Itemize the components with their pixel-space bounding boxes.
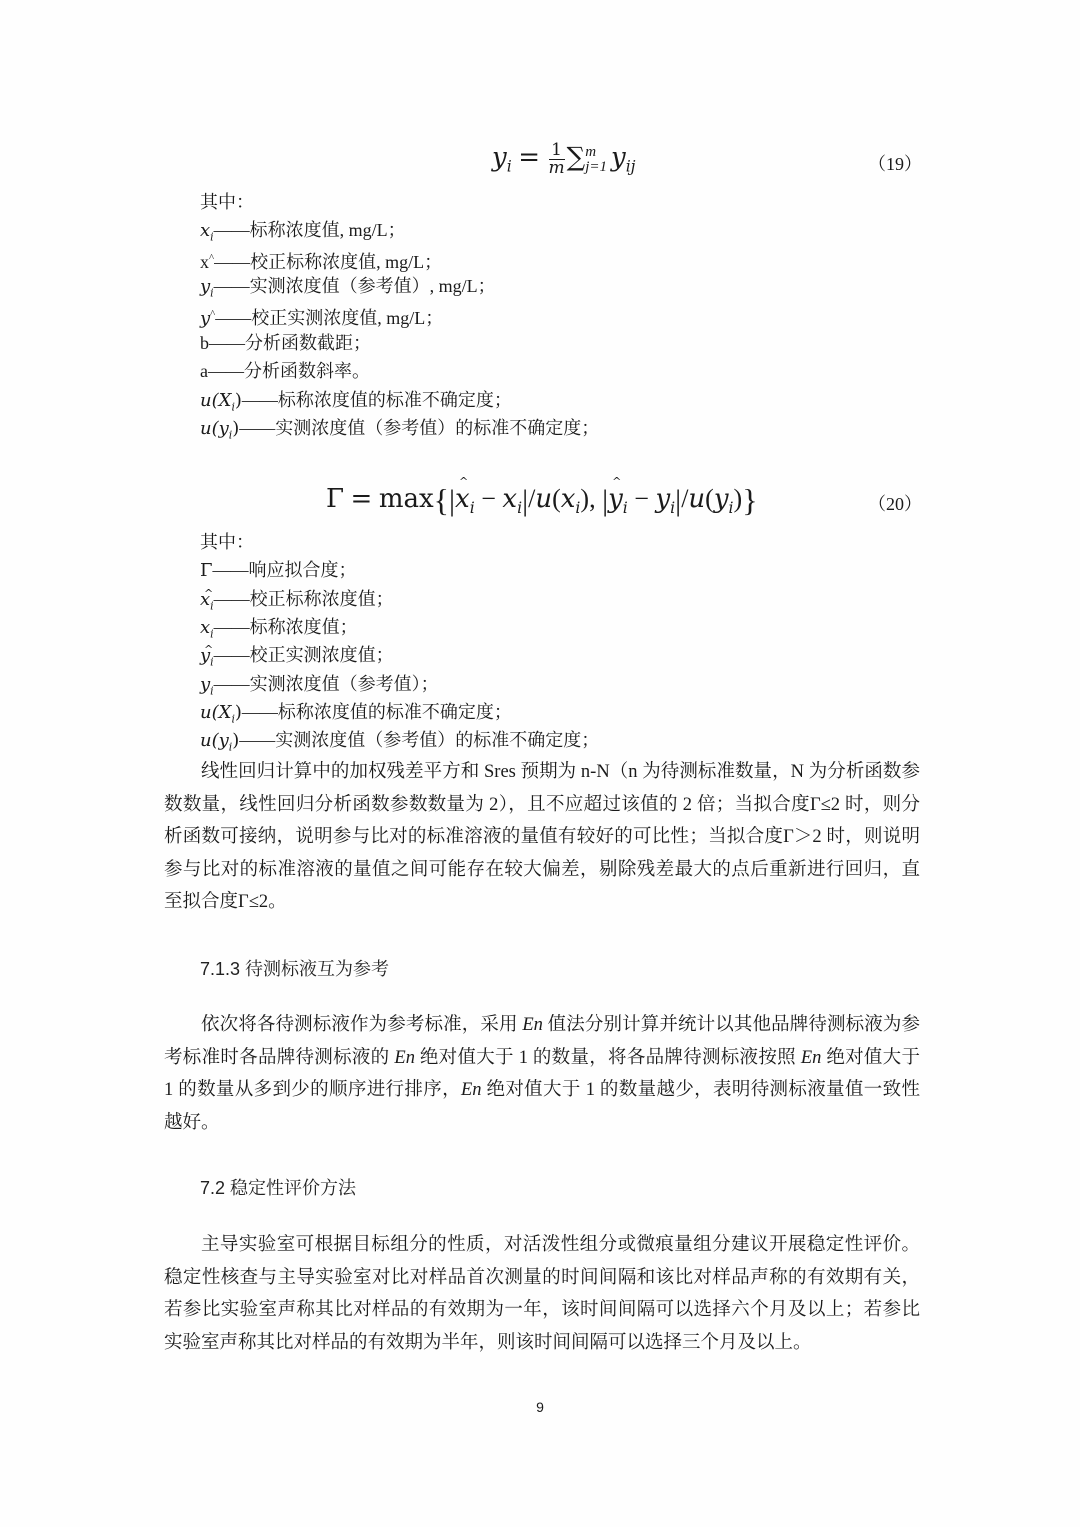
eq20-func: max bbox=[378, 484, 434, 514]
def-symbol-sub: i bbox=[210, 684, 214, 698]
def-symbol-tail: ) bbox=[234, 702, 242, 723]
def-description: ——校正实测浓度值； bbox=[213, 645, 394, 665]
def-symbol: ^ y bbox=[200, 645, 210, 666]
en-term: En bbox=[460, 1080, 482, 1100]
equation-number-20: （20） bbox=[868, 494, 922, 514]
def-symbol-sub: i bbox=[231, 400, 235, 414]
def-symbol-tail: ) bbox=[232, 418, 240, 439]
def-description: ——标称浓度值的标准不确定度； bbox=[241, 702, 512, 722]
en-term: En bbox=[800, 1047, 822, 1068]
def-symbol-sub: i bbox=[228, 740, 233, 754]
def-description: ——分析函数斜率。 bbox=[208, 361, 370, 381]
def-symbol-sub: i bbox=[210, 655, 214, 669]
def-symbol-sub: i bbox=[231, 712, 235, 726]
def-description: ——实测浓度值（参考值）的标准不确定度； bbox=[239, 730, 600, 750]
def-description: ——分析函数截距； bbox=[209, 333, 371, 353]
def-symbol: y bbox=[200, 276, 211, 297]
defs2-intro: 其中： bbox=[200, 532, 254, 552]
eq19-frac-den: m bbox=[548, 158, 565, 178]
eq20-equals: = bbox=[350, 484, 373, 514]
def-symbol: y bbox=[200, 308, 211, 329]
text-run: 绝对值大于 1 的数量越少，表明待测标液量值一致性越好。 bbox=[164, 1080, 920, 1133]
eq19-lhs-sub: i bbox=[506, 157, 512, 176]
text-run: 绝对值大于 1 的数量，将各品牌待测标液按照 bbox=[414, 1047, 801, 1068]
def-symbol: u(X bbox=[200, 390, 232, 411]
def-symbol: u(y bbox=[200, 730, 229, 751]
en-term: En bbox=[394, 1047, 415, 1068]
def-item bbox=[200, 329, 371, 357]
equation-19 bbox=[492, 142, 636, 177]
def-description: ——实测浓度值（参考值）； bbox=[213, 674, 439, 694]
def-description: ——校正标称浓度值, mg/L； bbox=[214, 252, 443, 272]
def-symbol: x bbox=[200, 220, 211, 241]
eq19-lhs: y bbox=[492, 142, 507, 173]
def-symbol: ^ x bbox=[200, 589, 210, 610]
text-run: 绝对值大于 1 的数量从多到少的顺序进行排序， bbox=[164, 1047, 920, 1100]
def-description: ——响应拟合度； bbox=[212, 560, 357, 580]
eq19-sum-lower: j=1 bbox=[585, 158, 607, 175]
def-symbol: x bbox=[200, 252, 209, 272]
defs1-intro: 其中： bbox=[200, 192, 254, 212]
def-item bbox=[200, 357, 370, 385]
def-symbol: a bbox=[200, 361, 208, 381]
eq19-fraction bbox=[549, 142, 565, 177]
abs-bar-icon: | bbox=[449, 484, 456, 517]
def-symbol-tail: ) bbox=[232, 730, 240, 751]
def-item bbox=[200, 556, 357, 585]
equation-20: Γ = max{|^ $x_i - x_i|/u(x_i)$, |^ $y_i - y_i|/u(y_i)$} bbox=[326, 482, 758, 519]
def-description: ——校正实测浓度值, mg/L； bbox=[215, 308, 444, 328]
section-heading-7-1-3: 7.1.3 待测标液互为参考 bbox=[200, 959, 390, 979]
def-symbol: u(X bbox=[200, 702, 232, 723]
def-symbol: u(y bbox=[200, 418, 229, 439]
paragraph-7-2: 主导实验室可根据目标组分的性质，对活泼性组分或微痕量组分建议开展稳定性评价。稳定性核查与主导实验室对比对样品首次测量的时间间隔和该比对样品声称的有效期有关，若参比实验室声称其比对样品的有效期为一年，该时间间隔可以选择六个月及以上；若参比实验室声称其比对样品的有效期为半年，则该时间间隔可以选择三个月及以上。 bbox=[164, 1235, 920, 1353]
def-description: ——实测浓度值（参考值）的标准不确定度； bbox=[239, 418, 600, 438]
text-run: 值法分别计算并统计以其他品牌待测标液为参考标准时各品牌待测标液的 bbox=[164, 1015, 920, 1068]
def-symbol-sub: i bbox=[228, 428, 233, 442]
left-brace-icon: { bbox=[433, 482, 450, 518]
page-number: 9 bbox=[536, 1399, 544, 1415]
eq19-term-sub: ij bbox=[625, 157, 636, 176]
abs-bar-icon: | bbox=[522, 484, 529, 517]
def-description: ——标称浓度值的标准不确定度； bbox=[241, 390, 512, 410]
def-symbol-tail: ) bbox=[234, 390, 242, 411]
text-run: 依次将各待测标液作为参考标准，采用 bbox=[201, 1015, 523, 1035]
def-symbol-sup: ^ bbox=[209, 252, 215, 264]
def-description: ——标称浓度值； bbox=[213, 617, 358, 637]
def-symbol: y bbox=[200, 674, 211, 695]
def-symbol: b bbox=[200, 333, 209, 353]
eq20-lhs: Γ bbox=[326, 484, 345, 514]
eq19-sum-upper: m bbox=[585, 143, 597, 160]
paragraph-regression: 线性回归计算中的加权残差平方和 Sres 预期为 n-N（n 为待测标准数量，N 为分析函数参数数量，线性回归分析函数参数数量为 2），且不应超过该值的 2 倍；当拟合度Γ≤2 时，则分析函数可接纳，说明参与比对的标准溶液的量值有较好的可比性；当拟合度Γ＞2 时，则说明参与比对的标准溶液的量值之间可能存在较大偏差，剔除残差最大的点后重新进行回归，直至拟合度Γ≤2。 bbox=[164, 762, 920, 912]
def-symbol: x bbox=[200, 617, 211, 638]
eq19-frac-num: 1 bbox=[549, 142, 565, 160]
def-symbol: Γ bbox=[200, 560, 213, 581]
def-item bbox=[200, 414, 599, 450]
def-description: ——校正标称浓度值； bbox=[213, 589, 394, 609]
def-symbol-sup: ^ bbox=[210, 308, 216, 320]
def-symbol-sub: i bbox=[210, 599, 214, 613]
def-description: ——实测浓度值（参考值）, mg/L； bbox=[213, 276, 496, 296]
def-symbol-sub: i bbox=[210, 286, 214, 300]
def-description: ——标称浓度值, mg/L； bbox=[213, 220, 406, 240]
eq19-equals: = bbox=[518, 142, 540, 173]
eq19-sum-limits bbox=[585, 145, 607, 175]
sum-symbol-icon: ∑ bbox=[566, 142, 586, 173]
eq19-term: y bbox=[610, 142, 626, 173]
section-heading-7-2: 7.2 稳定性评价方法 bbox=[200, 1178, 357, 1198]
equation-number-19: （19） bbox=[868, 154, 922, 174]
abs-bar-icon: | bbox=[675, 484, 682, 517]
en-term: En bbox=[522, 1015, 543, 1035]
def-symbol-sub: i bbox=[210, 230, 214, 244]
right-brace-icon: } bbox=[742, 482, 758, 518]
paragraph-7-1-3 bbox=[164, 1009, 920, 1139]
abs-bar-icon: | bbox=[602, 484, 609, 517]
def-symbol-sub: i bbox=[210, 627, 214, 641]
